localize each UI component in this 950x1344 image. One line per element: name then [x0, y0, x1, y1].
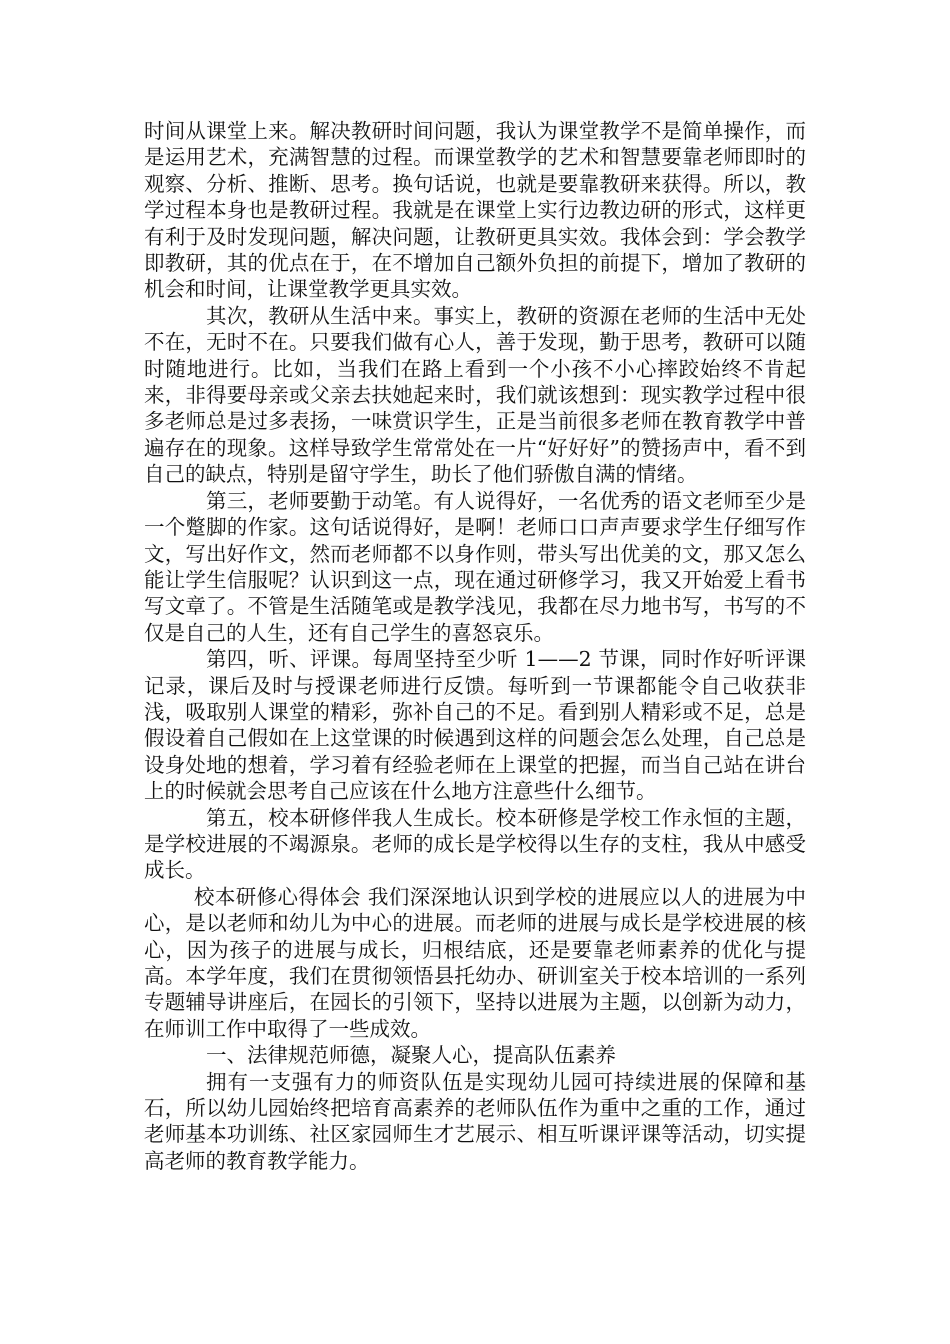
- paragraph-7: 拥有一支强有力的师资队伍是实现幼儿园可持续进展的保障和基石，所以幼儿园始终把培育高素养的老师队伍作为重中之重的工作，通过老师基本功训练、社区家园师生才艺展示、相互听课评课等活动，切实提高老师的教育教学能力。: [144, 1069, 806, 1173]
- paragraph-5: 第五，校本研修伴我人生成长。校本研修是学校工作永恒的主题，是学校进展的不竭源泉。老师的成长是学校得以生存的支柱，我从中感受成长。: [144, 805, 806, 883]
- document-page: [144, 118, 806, 1174]
- section-heading: 一、法律规范师德，凝聚人心，提高队伍素养: [206, 1043, 616, 1068]
- paragraph-6: 校本研修心得体会 我们深深地认识到学校的进展应以人的进展为中心，是以老师和幼儿为中心的进展。而老师的进展与成长是学校进展的核心，因为孩子的进展与成长，归根结底，还是要靠老师素养的优化与提高。本学年度，我们在贯彻领悟县托幼办、研训室关于校本培训的一系列专题辅导讲座后，在园长的引领下，坚持以进展为主题，以创新为动力，在师训工作中取得了一些成效。: [144, 884, 806, 1041]
- paragraph-4: 第四，听、评课。每周坚持至少听 1——2 节课，同时作好听评课记录，课后及时与授课老师进行反馈。每听到一节课都能令自己收获非浅，吸取别人课堂的精彩，弥补自己的不足。看到别人精彩或不足，总是假设着自己假如在上这堂课的时候遇到这样的问题会怎么处理，自己总是设身处地的想着，学习着有经验老师在上课堂的把握，而当自己站在讲台上的时候就会思考自己应该在什么地方注意些什么细节。: [144, 647, 806, 804]
- paragraph-2: 其次，教研从生活中来。事实上，教研的资源在老师的生活中无处不在，无时不在。只要我们做有心人，善于发现，勤于思考，教研可以随时随地进行。比如，当我们在路上看到一个小孩不小心摔跤始终不肯起来，非得要母亲或父亲去扶她起来时，我们就该想到：现实教学过程中很多老师总是过多表扬，一味赏识学生，正是当前很多老师在教育教学中普遍存在的现象。这样导致学生常常处在一片“好好好”的赞扬声中，看不到自己的缺点，特别是留守学生，助长了他们骄傲自满的情绪。: [144, 303, 806, 487]
- paragraph-1: 时间从课堂上来。解决教研时间问题，我认为课堂教学不是简单操作，而是运用艺术，充满智慧的过程。而课堂教学的艺术和智慧要靠老师即时的观察、分析、推断、思考。换句话说，也就是要靠教研来获得。所以，教学过程本身也是教研过程。我就是在课堂上实行边教边研的形式，这样更有利于及时发现问题，解决问题，让教研更具实效。我体会到：学会教学即教研，其的优点在于，在不增加自己额外负担的前提下，增加了教研的机会和时间，让课堂教学更具实效。: [144, 119, 806, 302]
- paragraph-3: 第三，老师要勤于动笔。有人说得好，一名优秀的语文老师至少是一个蹩脚的作家。这句话说得好，是啊！老师口口声声要求学生仔细写作文，写出好作文，然而老师都不以身作则，带头写出优美的文，那又怎么能让学生信服呢？认识到这一点，现在通过研修学习，我又开始爱上看书写文章了。不管是生活随笔或是教学浅见，我都在尽力地书写，书写的不仅是自己的人生，还有自己学生的喜怒哀乐。: [144, 488, 806, 645]
